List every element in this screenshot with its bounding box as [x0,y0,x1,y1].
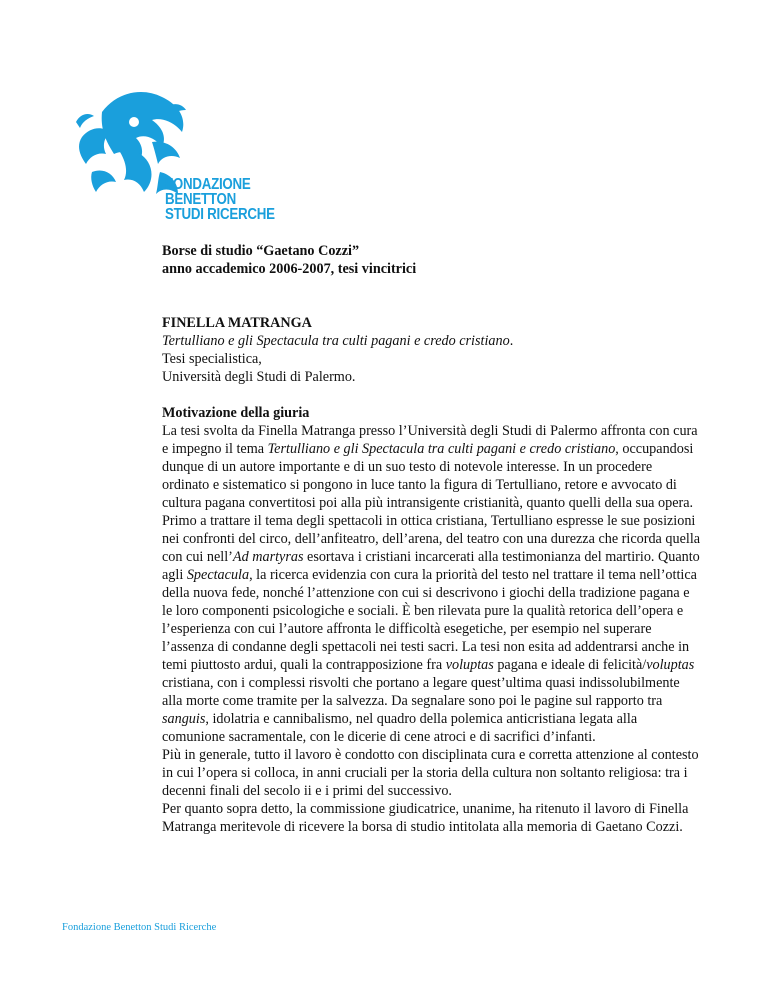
motivation-paragraph-2: Più in generale, tutto il lavoro è condotto con disciplinata cura e corretta attenzione al contesto in cui l’opera si colloca, in anni cruciali per la storia della cultura non soltanto religiosa: tra i decenni finali del secolo ii e i primi del successivo. [162,747,699,799]
text-run: , idolatria e cannibalismo, nel quadro della polemica anticristiana legata alla comunione sacramentale, con le dicerie di cene atroci e di sacrifici d’infanti. [162,711,638,745]
italic-run: Tertulliano e gli Spectacula tra culti pagani e credo cristiano [267,441,616,457]
logo-line-3: STUDI RICERCHE [165,206,275,223]
text-run: La tesi svolta da Finella Matranga presso l’Università degli Studi di Palermo affronta con cura e impegno il tema [162,423,698,457]
logo-line-2: BENETTON [165,191,237,208]
document-body [162,242,702,836]
logo-line-1: FONDAZIONE [165,176,251,193]
page-footer: Fondazione Benetton Studi Ricerche [62,922,217,933]
motivation-heading: Motivazione della giuria [162,405,310,421]
italic-run: Ad martyras [232,549,304,565]
thesis-university: Università degli Studi di Palermo. [162,369,356,385]
italic-run: Spectacula [186,567,250,583]
motivation-section [162,404,702,836]
italic-run: voluptas [445,657,494,673]
text-run: , la ricerca evidenzia con cura la priorità del testo nel trattare il tema nell’ottica della nuova fede, nonché l’attenzione con cui si descrivono i giochi della tradizione pagana e le loro componenti psicologiche e sociali. È ben rilevata pure la qualità retorica dell’opera e l’esperienza con cui l’autore affronta le difficoltà esegetiche, per esempio nel superare l’assenza di condanne degli spettacoli nei testi sacri. La tesi non esita ad addentrarsi anche in temi piuttosto ardui, quali la contrapposizione fra [162,567,697,673]
foundation-logo [62,82,302,222]
text-run: cristiana, con i complessi risvolti che portano a legare quest’ultima quasi indissolubilmente alla morte come tramite per la salvezza. Da segnalare sono poi le pagine sul rapporto tra [162,675,680,709]
winner-block [162,314,702,386]
thesis-title: Tertulliano e gli Spectacula tra culti pagani e credo cristiano [162,333,510,349]
motivation-paragraph-1 [162,422,702,746]
thesis-title-end: . [509,333,514,349]
thesis-title-line [162,332,702,350]
italic-run: voluptas [646,657,695,673]
document-heading [162,242,702,278]
text-run: esortava i cristiani incarcerati alla testimonianza del martirio. Quanto agli [162,549,700,583]
winner-name: FINELLA MATRANGA [162,315,312,331]
italic-run: sanguis [162,711,206,727]
heading-line-2: anno accademico 2006-2007, tesi vincitrici [162,261,417,277]
heading-line-1: Borse di studio “Gaetano Cozzi” [162,243,360,259]
text-run: pagana e ideale di felicità/ [493,657,647,673]
motivation-paragraph-3: Per quanto sopra detto, la commissione giudicatrice, unanime, ha ritenuto il lavoro di Finella Matranga meritevole di ricevere la borsa di studio intitolata alla memoria di Gaetano Cozzi. [162,801,689,835]
text-run: , occupandosi dunque di un autore importante e di un suo testo di notevole interesse. In un procedere ordinato e sistematico si pongono in luce tanto la figura di Tertulliano, retore e avvocato di cultura pagana convertitosi poi alla più intransigente cristianità, quanto quelli della sua opera. Primo a trattare il tema degli spettacoli in ottica cristiana, Tertulliano espresse le sue posizioni nei confronti del circo, dell’anfiteatro, dell’arena, del teatro con una durezza che ricorda quella con cui nell’ [162,441,701,565]
logo-wordmark [165,177,275,222]
thesis-degree: Tesi specialistica, [162,351,262,367]
